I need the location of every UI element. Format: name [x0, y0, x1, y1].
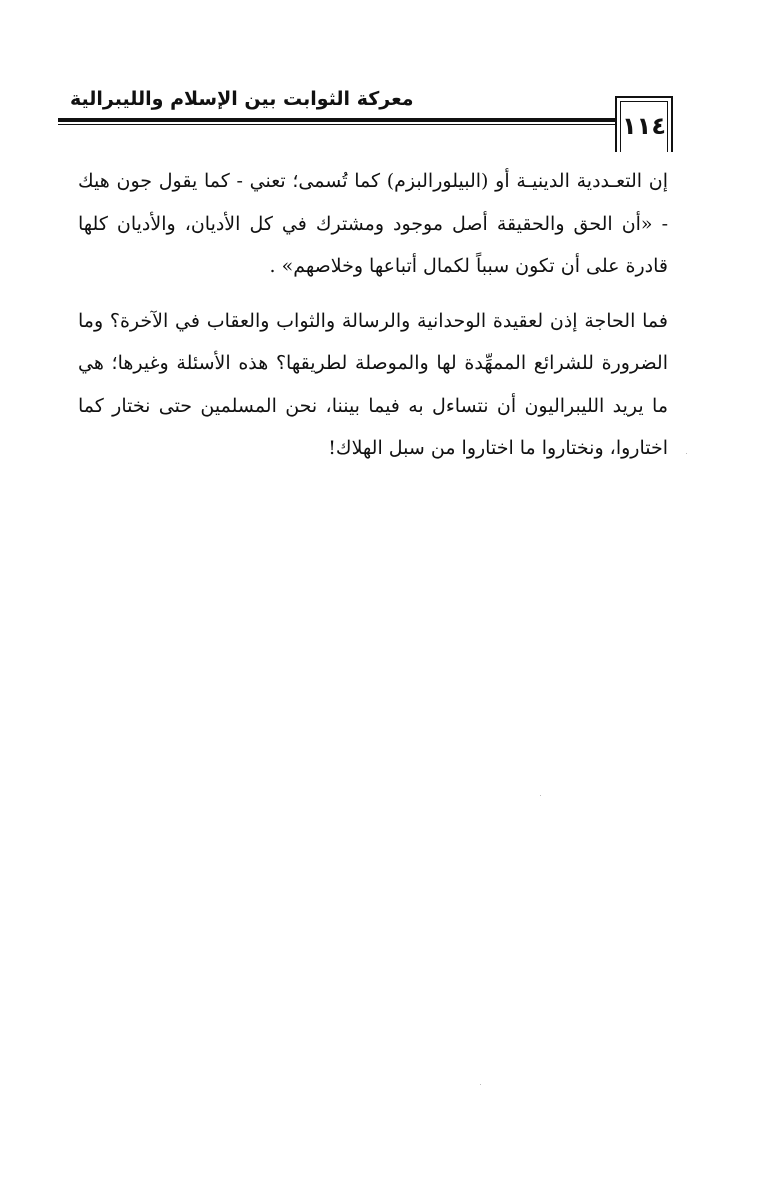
- paragraph-1: إن التعـددية الدينيـة أو (البيلورالبزم) كما تُسمى؛ تعني - كما يقول جون هيك - «أن الحق والحقيقة أصل موجود ومشترك في كل الأديان، والأديان كلها قادرة على أن تكون سبباً لكمال أتباعها وخلاصهم» .: [78, 170, 668, 277]
- page-number: ١١٤: [622, 112, 666, 140]
- running-title: معركة الثوابت بين الإسلام والليبرالية: [70, 88, 414, 110]
- scan-speck: [480, 1084, 481, 1085]
- paragraph-2: فما الحاجة إذن لعقيدة الوحدانية والرسالة والثواب والعقاب في الآخرة؟ وما الضرورة للشرائع الممهِّدة لها والموصلة لطريقها؟ هذه الأسئلة وغيرها؛ هي ما يريد الليبراليون أن نتساءل به فيما بيننا، نحن المسلمين حتى نختار كما اختاروا، ونختاروا ما اختاروا من سبل الهلاك!: [78, 309, 668, 459]
- scan-speck: [686, 453, 687, 454]
- header-rule: [58, 118, 616, 122]
- header-rule-thin: [58, 124, 616, 125]
- body-text: [78, 160, 668, 470]
- scan-speck: [540, 795, 541, 796]
